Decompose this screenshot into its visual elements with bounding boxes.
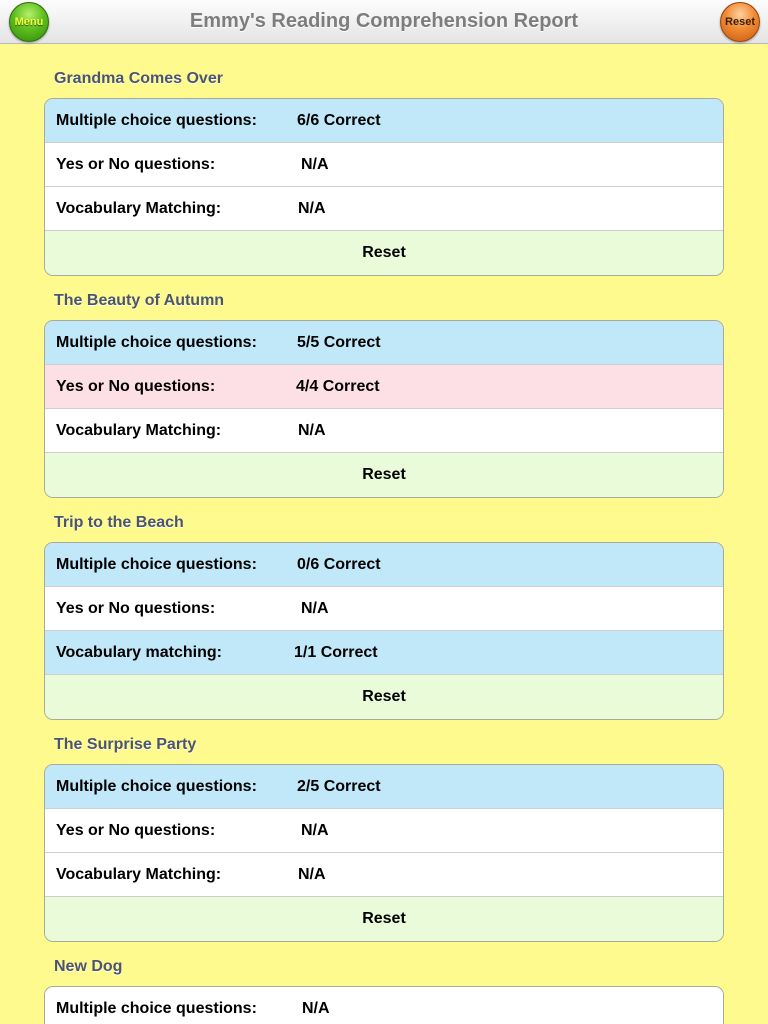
yes-no-row [45,587,723,631]
multiple-choice-row [45,543,723,587]
row-value: N/A [298,866,326,883]
row-value: N/A [298,422,326,439]
row-label: Vocabulary Matching: [56,866,222,883]
row-label: Multiple choice questions: [56,1000,257,1017]
vocabulary-row [45,187,723,231]
row-label: Yes or No questions: [56,156,216,173]
row-label: Vocabulary Matching: [56,200,222,217]
row-label: Vocabulary Matching: [56,422,222,439]
row-label: Yes or No questions: [56,378,216,395]
row-value: 2/5 Correct [297,778,381,795]
row-label: Multiple choice questions: [56,556,257,573]
multiple-choice-row [45,99,723,143]
row-label: Multiple choice questions: [56,112,257,129]
row-value: 4/4 Correct [296,378,380,395]
row-value: 6/6 Correct [297,112,381,129]
reset-story-button[interactable]: Reset [45,897,723,941]
row-value: 1/1 Correct [294,644,378,661]
row-value: N/A [302,1000,330,1017]
row-value: N/A [301,156,329,173]
row-value: N/A [298,200,326,217]
vocabulary-row [45,409,723,453]
row-label: Multiple choice questions: [56,334,257,351]
yes-no-row [45,365,723,409]
story-group-beauty-of-autumn [44,320,724,498]
row-label: Yes or No questions: [56,600,216,617]
reset-story-button[interactable]: Reset [45,453,723,497]
menu-button[interactable]: Menu [9,2,49,42]
yes-no-row [45,143,723,187]
story-title: Grandma Comes Over [54,70,223,87]
yes-no-row [45,809,723,853]
row-value: N/A [301,600,329,617]
vocabulary-row [45,631,723,675]
story-title: The Beauty of Autumn [54,292,225,309]
row-label: Vocabulary matching: [56,644,222,661]
reset-all-button[interactable]: Reset [720,2,760,42]
row-label: Yes or No questions: [56,822,216,839]
reset-story-button[interactable]: Reset [45,231,723,275]
page-title: Emmy's Reading Comprehension Report [189,10,579,32]
row-value: 5/5 Correct [297,334,381,351]
multiple-choice-row [45,765,723,809]
story-group-surprise-party [44,764,724,942]
story-group-grandma-comes-over [44,98,724,276]
story-group-trip-to-the-beach [44,542,724,720]
nav-bar [0,0,768,44]
story-title: New Dog [54,958,123,975]
multiple-choice-row [45,987,723,1024]
story-title: Trip to the Beach [54,514,184,531]
row-value: N/A [301,822,329,839]
row-value: 0/6 Correct [297,556,381,573]
story-group-new-dog [44,986,724,1024]
story-title: The Surprise Party [54,736,197,753]
row-label: Multiple choice questions: [56,778,257,795]
multiple-choice-row [45,321,723,365]
vocabulary-row [45,853,723,897]
reset-story-button[interactable]: Reset [45,675,723,719]
